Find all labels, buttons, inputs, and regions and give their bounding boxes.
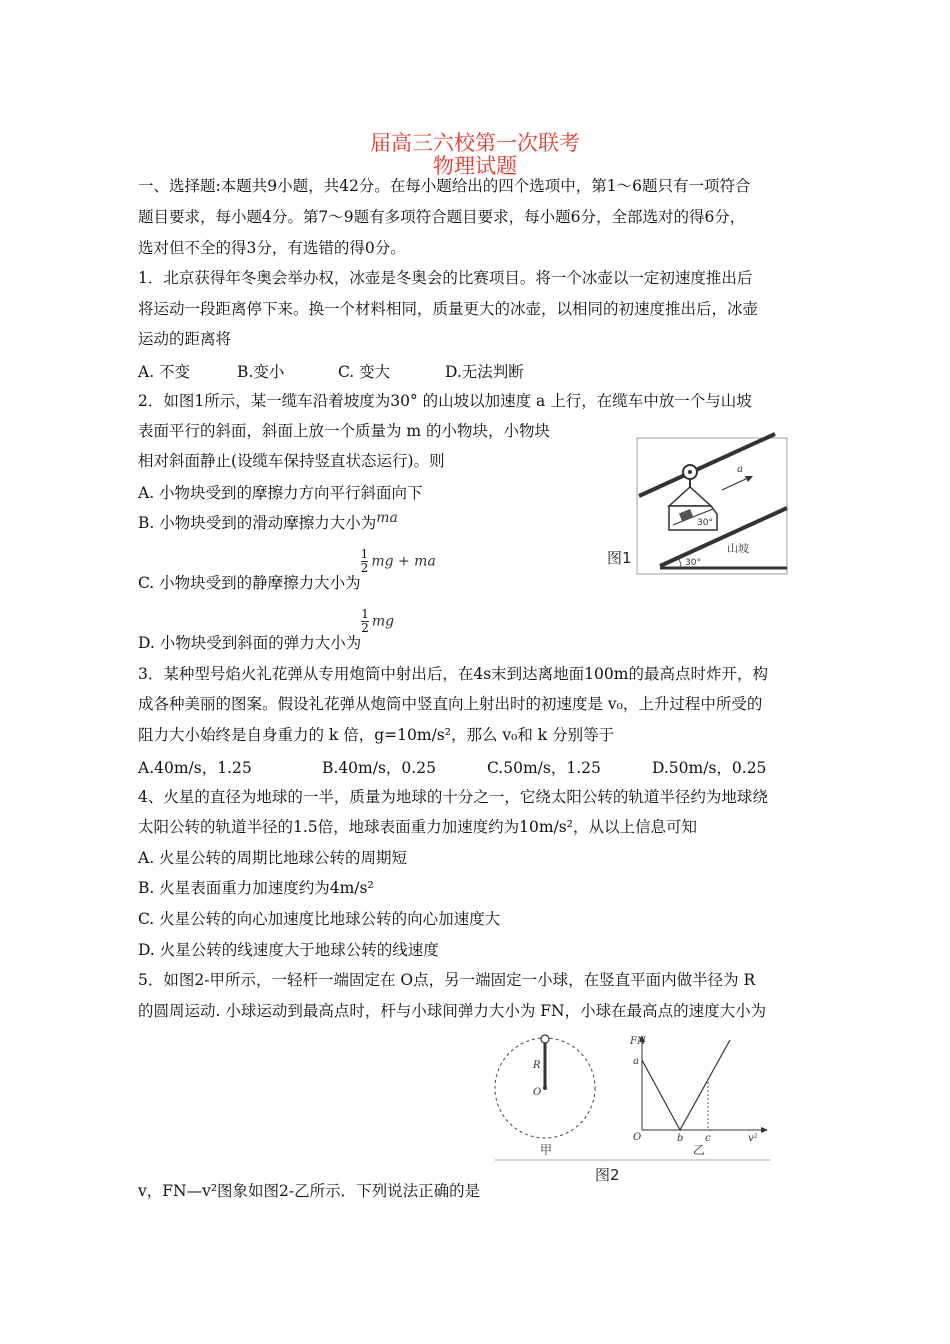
accel-label: a: [737, 464, 743, 475]
section1-line-3: 选对但不全的得3分，有选错的得0分。: [138, 239, 406, 257]
q2-option-b-expr: ma: [376, 510, 398, 526]
q4-line-2: 太阳公转的轨道半径的1.5倍，地球表面重力加速度约为10m/s²，从以上信息可知: [138, 818, 697, 836]
q1-option-c: C. 变大: [338, 363, 391, 381]
q4-option-c: C. 火星公转的向心加速度比地球公转的向心加速度大: [138, 910, 501, 928]
label-FN: FN: [630, 1036, 646, 1047]
exam-title: 届高三六校第一次联考: [370, 131, 580, 155]
angle-label-car: 30°: [697, 518, 713, 528]
q3-line-2: 成各种美丽的图案。假设礼花弹从炮筒中竖直向上射出时的初速度是 v₀，上升过程中所受的: [138, 695, 763, 713]
label-b: b: [677, 1133, 684, 1144]
q2-option-c: [138, 547, 436, 592]
q1-line-2: 将运动一段距离停下来。换一个材料相同，质量更大的冰壶，以相同的初速度推出后，冰壶: [138, 300, 759, 318]
hanger-roof: [669, 487, 711, 506]
label-R: R: [533, 1060, 541, 1071]
section1-line-2: 题目要求，每小题4分。第7～9题有多项符合题目要求，每小题6分，全部选对的得6分，: [138, 208, 746, 226]
figure-2-circular-motion: [490, 1030, 775, 1190]
q2-option-d-fraction: [361, 608, 369, 635]
q2-line-1: 2．如图1所示，某一缆车沿着坡度为30° 的山坡以加速度 a 上行，在缆车中放一个与山坡: [138, 392, 752, 410]
q1-option-b: B.变小: [237, 363, 285, 381]
section1-line-1: 一、选择题:本题共9小题，共42分。在每小题给出的四个选项中，第1～6题只有一项符合: [138, 177, 751, 195]
q2-option-b: [138, 510, 398, 534]
q3-option-d: D.50m/s，0.25: [652, 759, 767, 777]
cable-line: [639, 434, 775, 496]
q2-option-b-text: B. 小物块受到的滑动摩擦力大小为: [138, 514, 377, 532]
q3-option-a: A.40m/s，1.25: [138, 759, 252, 777]
q2-option-d-text: D. 小物块受到斜面的弹力大小为: [138, 633, 362, 652]
q3-line-1: 3．某种型号焰火礼花弹从专用炮筒中射出后，在4s末到达离地面100m的最高点时炸开，构: [138, 665, 768, 683]
fn-v2-curve: [642, 1040, 730, 1130]
figure-2-caption: 图2: [595, 1166, 620, 1184]
label-c: c: [705, 1133, 711, 1144]
frac-num: 1: [361, 607, 369, 621]
frac-den: 2: [360, 561, 369, 575]
q5-line-1: 5．如图2-甲所示，一轻杆一端固定在 O点，另一端固定一小球，在竖直平面内做半径为 R: [138, 971, 756, 989]
q2-option-a: A. 小物块受到的摩擦力方向平行斜面向下: [138, 484, 423, 502]
q1-line-3: 运动的距离将: [138, 330, 232, 348]
q2-option-d: [138, 607, 395, 652]
q1-option-d: D.无法判断: [445, 363, 524, 381]
label-jia: 甲: [540, 1143, 553, 1157]
q2-option-d-expr: mg: [371, 613, 395, 630]
pivot-point: [543, 1086, 547, 1090]
angle-label-slope: 30°: [685, 558, 701, 568]
frac-den: 2: [361, 621, 369, 635]
q3-line-3: 阻力大小始终是自身重力的 k 倍，g=10m/s²，那么 v₀和 k 分别等于: [138, 726, 615, 744]
q4-option-a: A. 火星公转的周期比地球公转的周期短: [138, 849, 408, 867]
label-yi: 乙: [693, 1143, 706, 1157]
figure-1-cable-car: [605, 432, 790, 577]
label-a: a: [633, 1056, 639, 1067]
small-ball: [541, 1035, 549, 1043]
pulley-axle: [688, 470, 692, 474]
q4-option-d: D. 火星公转的线速度大于地球公转的线速度: [138, 941, 439, 959]
q4-option-b: B. 火星表面重力加速度约为4m/s²: [138, 879, 374, 897]
figure-1-caption: 图1: [607, 549, 632, 567]
q3-option-c: C.50m/s，1.25: [487, 759, 601, 777]
q2-option-c-expr: mg + ma: [371, 553, 436, 570]
q2-option-c-text: C. 小物块受到的静摩擦力大小为: [138, 573, 361, 592]
slope-label: 山坡: [727, 542, 749, 555]
x-axis-arrow: [761, 1127, 768, 1133]
label-O: O: [633, 1132, 642, 1143]
q1-line-1: 1．北京获得年冬奥会举办权，冰壶是冬奥会的比赛项目。将一个冰壶以一定初速度推出后: [138, 269, 753, 287]
q2-line-2: 表面平行的斜面，斜面上放一个质量为 m 的小物块，小物块: [138, 422, 551, 440]
q3-option-b: B.40m/s，0.25: [322, 759, 436, 777]
accel-arrow-line: [722, 477, 750, 490]
q5-line-3: v，FN—v²图象如图2-乙所示．下列说法正确的是: [138, 1182, 481, 1200]
q4-line-1: 4、火星的直径为地球的一半，质量为地球的十分之一，它绕太阳公转的轨道半径约为地球绕: [138, 788, 768, 806]
exam-subtitle: 物理试题: [433, 154, 517, 178]
q1-option-a: A. 不变: [138, 363, 191, 381]
q2-line-3: 相对斜面静止(设缆车保持竖直状态运行)。则: [138, 452, 445, 470]
label-O-left: O: [533, 1087, 542, 1098]
label-v2: v²: [748, 1133, 758, 1144]
frac-num: 1: [360, 547, 369, 561]
q5-line-2: 的圆周运动. 小球运动到最高点时，杆与小球间弹力大小为 FN，小球在最高点的速度大小为: [138, 1002, 767, 1020]
q2-option-c-fraction: [361, 548, 369, 575]
